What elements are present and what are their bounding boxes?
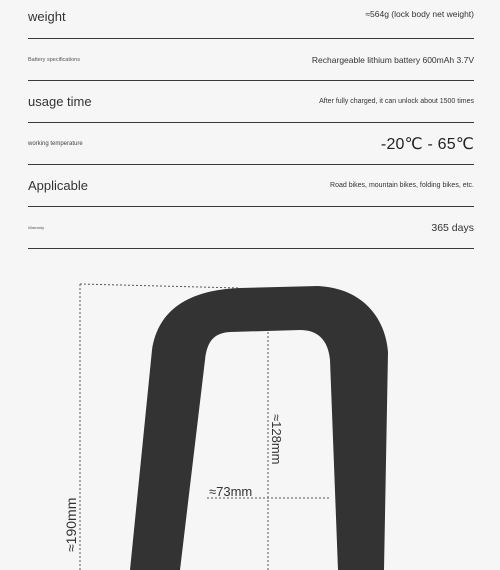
spec-row-battery bbox=[28, 39, 474, 81]
spec-table bbox=[28, 0, 474, 249]
dimension-inner-width-label: ≈73mm bbox=[209, 484, 253, 499]
spec-row-working-temperature bbox=[28, 123, 474, 165]
spec-value: Road bikes, mountain bikes, folding bikes, etc. bbox=[330, 182, 474, 189]
spec-label: Battery specifications bbox=[28, 56, 80, 63]
lock-dimension-diagram bbox=[0, 270, 500, 570]
spec-label: Applicable bbox=[28, 178, 88, 193]
spec-value: 365 days bbox=[431, 221, 474, 234]
spec-label: usage time bbox=[28, 94, 92, 109]
spec-label: working temperature bbox=[28, 140, 83, 147]
u-lock-shackle bbox=[130, 286, 388, 570]
dimension-guide-top bbox=[80, 284, 240, 288]
spec-row-weight bbox=[28, 0, 474, 39]
spec-value: Rechargeable lithium battery 600mAh 3.7V bbox=[311, 54, 474, 65]
spec-label: weight bbox=[28, 9, 66, 24]
dimension-outer-height-label: ≈190mm bbox=[63, 497, 79, 552]
dimension-inner-height-label: ≈128mm bbox=[269, 414, 284, 465]
spec-row-usage-time bbox=[28, 81, 474, 123]
spec-value: -20℃ - 65℃ bbox=[380, 135, 474, 153]
spec-value: ≈564g (lock body net weight) bbox=[365, 9, 474, 19]
spec-value: After fully charged, it can unlock about 1500 times bbox=[319, 98, 474, 105]
spec-row-warranty bbox=[28, 207, 474, 249]
spec-row-applicable bbox=[28, 165, 474, 207]
spec-label: Warranty bbox=[28, 225, 45, 230]
